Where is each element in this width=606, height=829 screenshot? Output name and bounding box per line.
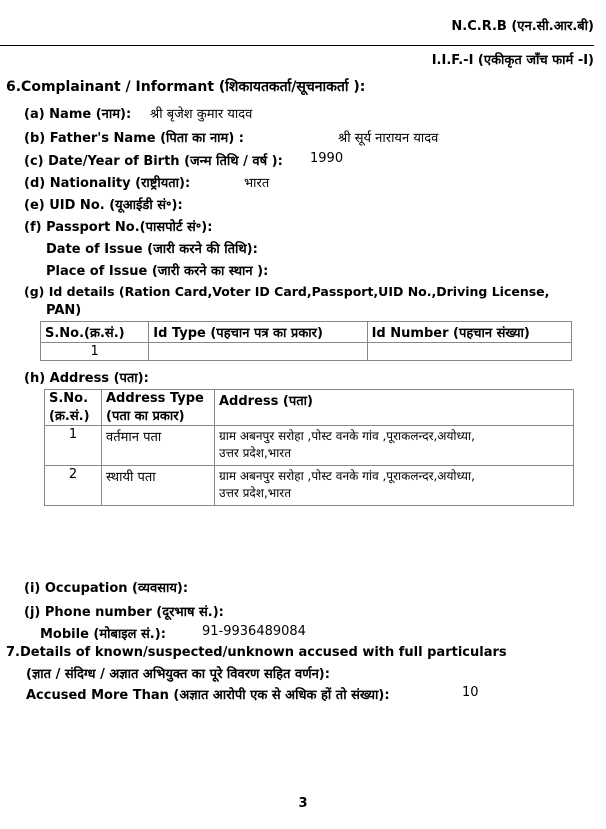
father-name-label: (b) Father's Name (पिता का नाम) : — [24, 131, 244, 146]
address-header-type-en: Address Type — [106, 391, 204, 406]
mobile-label: Mobile (मोबाइल सं.): — [40, 627, 166, 642]
address-line1: ग्राम अबनपुर सरोहा ,पोस्ट वनके गांव ,पूराकलन्दर,अयोध्या, — [219, 469, 475, 483]
page-number: 3 — [298, 796, 308, 811]
address-header-type-hi: (पता का प्रकार) — [106, 409, 185, 424]
passport-poi-label: Place of Issue (जारी करने का स्थान ): — [46, 264, 269, 279]
header-iif: I.I.F.-I (एकीकृत जाँच फार्म -I) — [431, 53, 594, 68]
section7-title: 7.Details of known/suspected/unknown accused with full particulars — [6, 645, 507, 660]
address-label: (h) Address (पता): — [24, 371, 149, 386]
address-header-address-en: Address (पता) — [219, 394, 313, 409]
header-divider — [0, 45, 594, 46]
name-value: श्री बृजेश कुमार यादव — [150, 107, 253, 122]
id-table-cell-type — [149, 343, 367, 361]
address-table-header-row — [45, 390, 574, 426]
accused-count-label: Accused More Than (अज्ञात आरोपी एक से अधिक हों तो संख्या): — [26, 688, 390, 703]
phone-label: (j) Phone number (दूरभाष सं.): — [24, 605, 224, 620]
section7-subtitle: (ज्ञात / संदिग्ध / अज्ञात अभियुक्त का पूरे विवरण सहित वर्णन): — [26, 667, 330, 682]
nationality-label: (d) Nationality (राष्ट्रीयता): — [24, 176, 191, 191]
address-cell-address — [215, 426, 574, 466]
address-cell-sno: 1 — [45, 426, 102, 466]
father-name-value: श्री सूर्य नारायन यादव — [338, 131, 439, 146]
address-header-address — [215, 390, 574, 426]
address-header-sno-hi: (क्र.सं.) — [49, 409, 90, 424]
id-details-table — [40, 321, 572, 361]
uid-label: (e) UID No. (यूआईडी सं॰): — [24, 198, 183, 213]
table-row — [45, 426, 574, 466]
id-table-header-number: Id Number (पहचान संख्या) — [367, 322, 571, 343]
passport-doi-label: Date of Issue (जारी करने की तिथि): — [46, 242, 258, 257]
id-table-header-type: Id Type (पहचान पत्र का प्रकार) — [149, 322, 367, 343]
id-table-cell-sno: 1 — [41, 343, 149, 361]
address-line2: उत्तर प्रदेश,भारत — [219, 446, 292, 460]
passport-label: (f) Passport No.(पासपोर्ट सं॰): — [24, 220, 213, 235]
mobile-value: 91-9936489084 — [202, 624, 306, 639]
id-table-header-row — [41, 322, 572, 343]
address-cell-sno: 2 — [45, 466, 102, 506]
address-header-sno — [45, 390, 102, 426]
address-cell-type: वर्तमान पता — [102, 426, 215, 466]
dob-value: 1990 — [310, 151, 344, 166]
address-table — [44, 389, 574, 506]
name-label: (a) Name (नाम): — [24, 107, 132, 122]
nationality-value: भारत — [244, 176, 270, 191]
id-details-label-cont: PAN) — [46, 303, 82, 318]
id-table-cell-number — [367, 343, 571, 361]
id-details-label: (g) Id details (Ration Card,Voter ID Card,Passport,UID No.,Driving License, — [24, 284, 550, 299]
address-header-type — [102, 390, 215, 426]
address-line2: उत्तर प्रदेश,भारत — [219, 486, 292, 500]
address-cell-type: स्थायी पता — [102, 466, 215, 506]
address-line1: ग्राम अबनपुर सरोहा ,पोस्ट वनके गांव ,पूराकलन्दर,अयोध्या, — [219, 429, 475, 443]
table-row — [45, 466, 574, 506]
address-header-sno-en: S.No. — [49, 391, 89, 406]
address-cell-address — [215, 466, 574, 506]
id-table-header-sno: S.No.(क्र.सं.) — [41, 322, 149, 343]
header-ncrb: N.C.R.B (एन.सी.आर.बी) — [451, 19, 594, 34]
table-row — [41, 343, 572, 361]
accused-count-value: 10 — [462, 685, 479, 700]
section6-title: 6.Complainant / Informant (शिकायतकर्ता/सूचनाकर्ता ): — [6, 79, 366, 95]
dob-label: (c) Date/Year of Birth (जन्म तिथि / वर्ष ): — [24, 154, 283, 169]
occupation-label: (i) Occupation (व्यवसाय): — [24, 581, 189, 596]
